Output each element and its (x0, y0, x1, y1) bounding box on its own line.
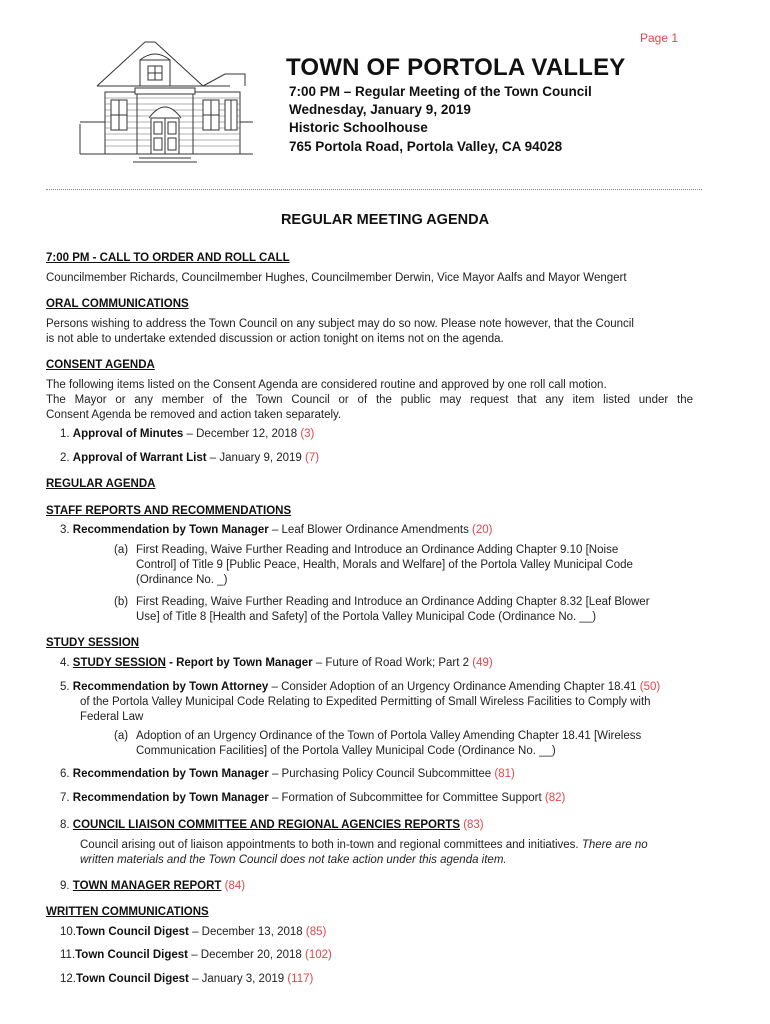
town-title: TOWN OF PORTOLA VALLEY (286, 54, 626, 81)
meeting-date: Wednesday, January 9, 2019 (289, 102, 471, 117)
page-number: Page 1 (640, 31, 679, 45)
agenda-item-1 (60, 427, 314, 441)
item-number: 4. (60, 657, 70, 669)
item-number: 11. (60, 949, 76, 961)
item-title: Recommendation by Town Attorney (72, 681, 269, 693)
item-desc: – Purchasing Policy Council Subcommittee (268, 768, 495, 780)
meeting-venue: Historic Schoolhouse (289, 120, 428, 135)
page-ref-link[interactable]: (85) (305, 926, 327, 938)
agenda-item-5 (60, 680, 660, 694)
item-number: 6. (60, 768, 70, 780)
agenda-item-6 (60, 767, 515, 781)
item-text-line: Federal Law (80, 711, 144, 723)
page-ref-link[interactable]: (3) (300, 428, 315, 440)
schoolhouse-logo (75, 38, 255, 170)
item-desc: – January 9, 2019 (206, 452, 306, 464)
agenda-item-8 (60, 818, 484, 832)
item-number: 1. (60, 428, 70, 440)
item-desc: – December 13, 2018 (188, 926, 306, 938)
sub-item-label: (a) (114, 544, 129, 556)
item-title: Recommendation by Town Manager (72, 768, 269, 780)
item-number: 5. (60, 681, 70, 693)
page-ref-link[interactable]: (83) (463, 819, 484, 831)
item-title: COUNCIL LIAISON COMMITTEE AND REGIONAL AGENCIES REPORTS (72, 819, 460, 831)
item-desc: Council arising out of liaison appointments to both in-town and regional committees and initiatives. (80, 839, 582, 851)
meeting-address: 765 Portola Road, Portola Valley, CA 94028 (289, 139, 563, 154)
item-title: Town Council Digest (76, 973, 189, 985)
item-text-line (80, 838, 648, 852)
item-title: Approval of Warrant List (72, 452, 207, 464)
item-desc: – Leaf Blower Ordinance Amendments (268, 524, 473, 536)
item-title: Town Council Digest (76, 926, 189, 938)
sub-item-text: Adoption of an Urgency Ordinance of the Town of Portola Valley Amending Chapter 18.41 [Wireless (136, 730, 642, 742)
item-title: TOWN MANAGER REPORT (72, 880, 222, 892)
roll-call-text: Councilmember Richards, Councilmember Hughes, Councilmember Derwin, Vice Mayor Aalfs and Mayor Wengert (46, 272, 627, 284)
page-ref-link[interactable]: (49) (472, 657, 493, 669)
item-desc: – Consider Adoption of an Urgency Ordinance Amending Chapter 18.41 (268, 681, 640, 693)
sub-item-text: (Ordinance No. _) (136, 574, 228, 586)
item-number: 2. (60, 452, 70, 464)
agenda-item-7 (60, 791, 565, 805)
consent-agenda-heading: CONSENT AGENDA (46, 359, 155, 371)
item-number: 12. (60, 973, 76, 985)
agenda-item-12 (60, 972, 313, 986)
consent-text-line: The Mayor or any member of the Town Council or of the public may request that any item listed under the (46, 394, 693, 406)
item-title: Recommendation by Town Manager (72, 524, 269, 536)
consent-text-line: The following items listed on the Consent Agenda are considered routine and approved by one roll call motion. (46, 379, 607, 391)
agenda-item-11 (60, 948, 332, 962)
page-ref-link[interactable]: (7) (305, 452, 320, 464)
header-divider (46, 189, 702, 190)
page-ref-link[interactable]: (82) (544, 792, 566, 804)
call-to-order-heading: 7:00 PM - CALL TO ORDER AND ROLL CALL (46, 252, 290, 264)
item-desc: – Formation of Subcommittee for Committee Support (268, 792, 545, 804)
sub-item-text: First Reading, Waive Further Reading and Introduce an Ordinance Adding Chapter 8.32 [Leaf Blower (136, 596, 650, 608)
page-ref-link[interactable]: (50) (639, 681, 661, 693)
agenda-item-3 (60, 523, 492, 537)
item-title: - Report by Town Manager (165, 657, 313, 669)
written-communications-heading: WRITTEN COMMUNICATIONS (46, 906, 209, 918)
item-title: Recommendation by Town Manager (72, 792, 269, 804)
item-tag: STUDY SESSION (72, 657, 166, 669)
consent-text-line: Consent Agenda be removed and action taken separately. (46, 409, 342, 421)
page-ref-link[interactable]: (117) (287, 973, 314, 985)
item-text-line: of the Portola Valley Municipal Code Relating to Expedited Permitting of Small Wireless Facilities to Comply with (80, 696, 651, 708)
agenda-item-10 (60, 925, 326, 939)
sub-item-text: Communication Facilities] of the Portola Valley Municipal Code (Ordinance No. __) (136, 745, 556, 757)
item-title: Approval of Minutes (72, 428, 184, 440)
sub-item-label: (a) (114, 730, 129, 742)
item-desc: – Future of Road Work; Part 2 (312, 657, 473, 669)
regular-agenda-heading: REGULAR AGENDA (46, 478, 156, 490)
meeting-time: 7:00 PM – Regular Meeting of the Town Council (289, 84, 592, 99)
page-ref-link[interactable]: (81) (494, 768, 515, 780)
study-session-heading: STUDY SESSION (46, 637, 140, 649)
page-ref-link[interactable]: (84) (224, 880, 246, 892)
item-number: 3. (60, 524, 70, 536)
item-note: written materials and the Town Council does not take action under this agenda item. (80, 854, 507, 866)
agenda-title: REGULAR MEETING AGENDA (280, 212, 490, 228)
sub-item-text: Use] of Title 8 [Health and Safety] of the Portola Valley Municipal Code (Ordinance No. __) (136, 611, 597, 623)
sub-item-label: (b) (114, 596, 129, 608)
item-desc: – January 3, 2019 (188, 973, 288, 985)
page-ref-link[interactable]: (102) (305, 949, 332, 961)
sub-item-text: Control] of Title 9 [Public Peace, Health, Morals and Welfare] of the Portola Valley Municipal Code (136, 559, 633, 571)
agenda-item-2 (60, 451, 319, 465)
oral-communications-heading: ORAL COMMUNICATIONS (46, 298, 189, 310)
page-ref-link[interactable]: (20) (472, 524, 493, 536)
item-note: There are no (581, 839, 648, 851)
item-number: 9. (60, 880, 70, 892)
staff-reports-heading: STAFF REPORTS AND RECOMMENDATIONS (46, 505, 292, 517)
item-desc: – December 12, 2018 (183, 428, 301, 440)
item-number: 8. (60, 819, 70, 831)
agenda-item-9 (60, 879, 245, 893)
item-desc: – December 20, 2018 (188, 949, 306, 961)
sub-item-text: First Reading, Waive Further Reading and Introduce an Ordinance Adding Chapter 9.10 [Noise (136, 544, 619, 556)
oral-text-line: Persons wishing to address the Town Council on any subject may do so now. Please note however, that the Council (46, 318, 634, 330)
item-title: Town Council Digest (75, 949, 189, 961)
item-text-line (80, 853, 507, 867)
item-number: 7. (60, 792, 70, 804)
item-number: 10. (60, 926, 76, 938)
oral-text-line: is not able to undertake extended discussion or action tonight on items not on the agenda. (46, 333, 504, 345)
agenda-item-4 (60, 656, 493, 670)
